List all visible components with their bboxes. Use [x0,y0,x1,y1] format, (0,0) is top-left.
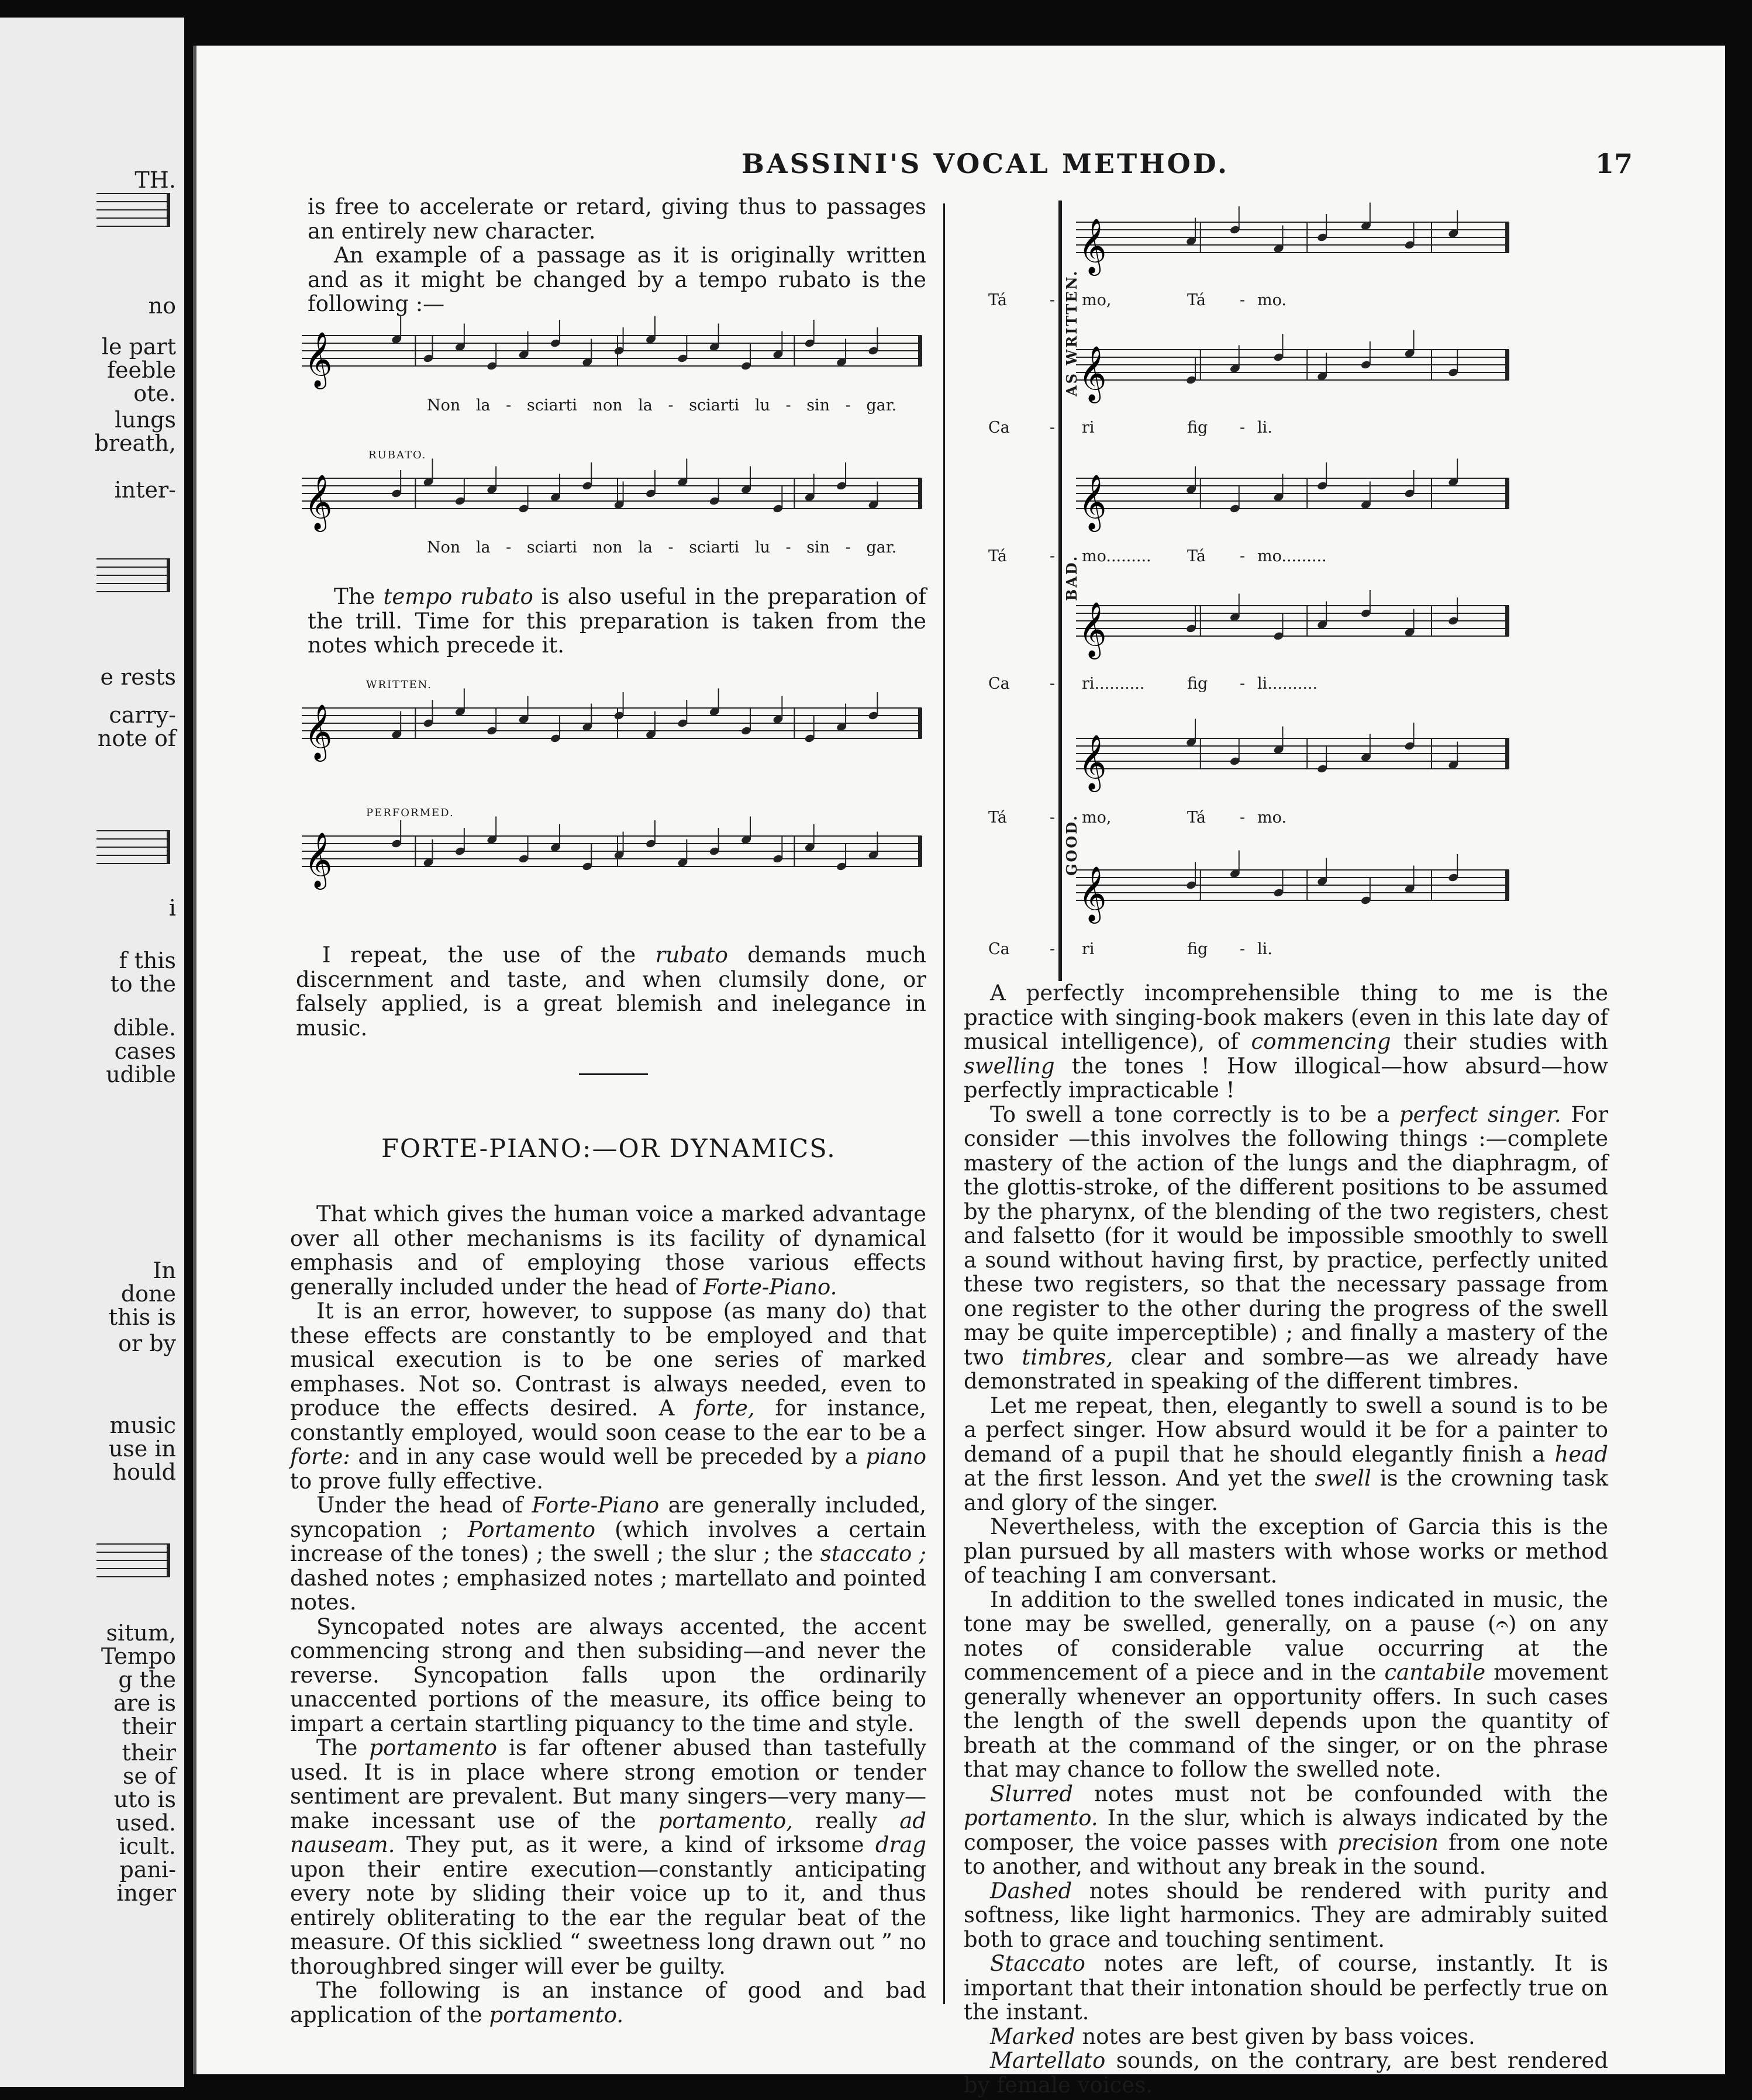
lyric-syllable: - [1050,940,1056,958]
staff-svg [1076,326,1520,414]
lyric-syllable: Tá [1187,547,1206,565]
prev-page-text: se of [122,1763,176,1789]
treble-clef-icon: 𝄞 [304,474,333,530]
prev-page-text: inter- [114,477,176,503]
written-staff [302,685,933,775]
lyric-syllable: Tá [988,547,1008,565]
lyric-syllable: li. [1257,419,1272,437]
prev-page-text: are is [113,1690,176,1716]
prev-page-staff-fragment [96,830,167,871]
staff-svg [302,455,933,545]
paragraph-swell: To swell a tone correctly is to be a perfect singer. For consider —this involves the following things :—complete mastery of the action of the lungs and the diaphragm, of the glottis-stroke, of the different positions to be assumed by the pharynx, of the blending of the two registers, chest and falsetto (for it would be impossible smoothly to swell a sound without having first, by practice, perfectly united these two registers, so that the necessary passage from one register to the other during the progress of the swell may be quite imperceptible) ; and finally a mastery of the two timbres, clear and sombre—as we already have demonstrated in speaking of the different timbres. [964,1101,1609,1394]
repeat-paragraph: I repeat, the use of the rubato demands much discernment and taste, and when clumsily done, or falsely applied, is a great blemish and inelegance in music. [296,942,927,1041]
treble-clef-icon: 𝄞 [1078,866,1107,921]
prev-page-text: lungs [115,407,176,433]
page-spine [193,46,196,2074]
lyric-syllable: ri [1082,419,1095,437]
paragraph-following: The following is an instance of good and bad application of the portamento. [290,1978,926,2028]
lyric-syllable: fig [1187,940,1208,958]
treble-clef-icon: 𝄞 [1078,734,1107,790]
portamento-staff-2 [1076,326,1520,414]
paragraph-dashed: Dashed notes should be rendered with purity and softness, like light harmonics. They are admirably suited both to grace and touching sentiment. [964,1878,1608,1952]
prev-page-text: Tempo [101,1643,176,1669]
lyric-syllable: - [1240,419,1246,437]
label-bad: BAD. [1063,554,1080,601]
label-good: GOOD. [1063,814,1080,876]
fermata-symbol: 𝄐 [1496,1611,1508,1636]
lyric-syllable: fig [1187,419,1208,437]
prev-page-text: TH. [134,167,176,193]
portamento-staff-5 [1076,715,1520,803]
lyric-syllable: - [1050,675,1056,693]
example2-lyrics: Non la - sciarti non la - sciarti lu - sin - gar. [427,538,897,557]
performed-staff [302,813,933,903]
prev-page-text: music [109,1412,176,1438]
portamento-staff-6 [1076,847,1520,934]
example2-staff [302,455,933,545]
paragraph-head: Under the head of Forte-Piano are generally included, syncopation ; Portamento (which involves a certain increase of the tones) ; the swell ; the slur ; the staccato ; dashed notes ; emphasized notes ; martellato and pointed notes. [290,1493,926,1615]
treble-clef-icon: 𝄞 [1078,218,1107,274]
lyric-syllable: - [1050,291,1056,309]
final-barline [918,836,922,866]
lyric-syllable: fig [1187,675,1208,693]
final-barline [918,478,922,509]
prev-page-text: or by [118,1331,176,1356]
intro-text: is free to accelerate or retard, giving thus to passages an entirely new character. [308,194,926,244]
lyric-syllable: mo......... [1082,547,1151,565]
paragraph-staccato: Staccato notes are left, of course, instantly. It is important that their intonation should be perfectly true on the instant. [964,1951,1608,2025]
staff-svg [302,312,933,403]
final-barline [1505,738,1509,769]
lyric-syllable: Tá [1187,809,1206,827]
lyric-syllable: mo. [1257,809,1287,827]
paragraph-portamento: The portamento is far oftener abused than tastefully used. It is in place where strong emotion or tender sentiment are prevalent. But many singers—very many—make incessant use of the portamento, really ad nauseam. They put, as it were, a kind of irksome drag upon their entire execution—constantly anticipating every note by sliding their voice up to it, and thus entirely obliterating to the ear the regular beat of the measure. Of this sicklied “ sweetness long drawn out ” no thoroughbred singer will ever be guilty. [290,1735,927,1979]
treble-clef-icon: 𝄞 [304,704,333,759]
portamento-staff-4 [1076,582,1520,670]
bracket-as-written [1058,201,1062,487]
paragraph-slurred: Slurred notes must not be confounded with the portamento. In the slur, which is always indicated by the composer, the voice passes with precision from one note to another, and without any break in the sound. [964,1781,1608,1879]
trill-paragraph: The tempo rubato is also useful in the preparation of the trill. Time for this preparation is taken from the notes which precede it. [308,584,926,658]
staff-svg [1076,582,1520,670]
prev-page-text: g the [118,1667,176,1693]
bracket-good [1058,718,1062,981]
lyric-syllable: Ca [988,940,1010,958]
prev-page-text: le part [101,334,176,360]
prev-page-staff-fragment [96,558,167,599]
prev-page-text: icult. [119,1833,176,1859]
intro-paragraph [308,195,926,316]
prev-page-text: dible. [113,1015,176,1041]
lyric-syllable: - [1050,547,1056,565]
running-header: BASSINI'S VOCAL METHOD. [742,148,1230,179]
prev-page-text: feeble [106,357,176,383]
paragraph-marked: Marked notes are best given by bass voices. [990,2023,1475,2049]
paragraph-martellato: Martellato sounds, on the contrary, are best rendered by female voices. [964,2048,1608,2098]
final-barline [1505,870,1509,900]
lyric-syllable: mo, [1082,809,1112,827]
label-as-written: AS WRITTEN. [1063,269,1080,396]
prev-page-staff-fragment [96,193,167,234]
prev-page-text: done [120,1281,176,1307]
staff-svg [302,685,933,775]
paragraph-voice: That which gives the human voice a marked advantage over all other mechanisms is its facility of dynamical emphasis and of employing those various effects generally included under the head of Forte-Piano. [290,1201,926,1300]
lyric-syllable: Tá [988,809,1008,827]
prev-page-text: cases [114,1038,176,1064]
prev-page-text: to the [110,971,176,997]
dynamics-text [290,1202,926,2027]
lyric-syllable: Ca [988,675,1010,693]
prev-page-text: breath, [94,430,176,456]
lyric-syllable: Ca [988,419,1010,437]
prev-page-text: f this [119,948,176,973]
final-barline [1505,222,1509,253]
bracket-bad [1058,461,1062,718]
prev-page-text: hould [112,1459,176,1485]
lyric-syllable: - [1050,809,1056,827]
lyric-syllable: ri [1082,940,1095,958]
staff-svg [1076,847,1520,934]
portamento-staff-1 [1076,199,1520,286]
final-barline [1505,350,1509,380]
paragraph-syncopated: Syncopated notes are always accented, the accent commencing strong and then subsiding—and never the reverse. Syncopation falls upon the ordinarily unaccented portions of the measure, its office being to impart a certain startling piquancy to the time and style. [290,1614,926,1736]
prev-page-staff-fragment [96,1543,167,1584]
swell-text [964,981,1608,2097]
lyric-syllable: - [1240,291,1246,309]
written-label: WRITTEN. [366,679,432,691]
performed-label: PERFORMED. [366,807,454,819]
lyric-syllable: ri.......... [1082,675,1145,693]
lyric-syllable: - [1240,940,1246,958]
lyric-syllable: mo, [1082,291,1112,309]
lyric-syllable: mo. [1257,291,1287,309]
lyric-syllable: - [1240,547,1246,565]
prev-page-text: udible [106,1062,176,1087]
prev-page-text: carry- [109,702,176,728]
prev-page-text: ote. [133,381,176,406]
final-barline [918,708,922,738]
rubato-label: RUBATO. [368,449,427,461]
example-intro: An example of a passage as it is originally written and as it might be changed by a tempo rubato is the following :— [308,243,926,316]
prev-page-text: situm, [106,1620,176,1646]
portamento-staff-3 [1076,455,1520,543]
staff-svg [1076,455,1520,543]
prev-page-text: e rests [100,664,176,690]
treble-clef-icon: 𝄞 [304,832,333,887]
paragraph-garcia: Nevertheless, with the exception of Garcia this is the plan pursued by all masters with whose works or method of teaching I am conversant. [964,1514,1608,1588]
treble-clef-icon: 𝄞 [304,331,333,387]
paragraph-addition: In addition to the swelled tones indicated in music, the tone may be swelled, generally, on a pause (𝄐) on any notes of considerable value occurring at the commencement of a piece and in the cantabile movement generally whenever an opportunity offers. In such cases the length of the swell depends upon the quantity of breath at the command of the singer, or on the phrase that may chance to follow the swelled note. [964,1587,1608,1782]
staff-svg [1076,715,1520,803]
lyric-syllable: - [1240,809,1246,827]
final-barline [1505,606,1509,636]
paragraph-repeat: Let me repeat, then, elegantly to swell a sound is to be a perfect singer. How absurd would it be for a painter to demand of a pupil that he should elegantly finish a head at the first lesson. And yet the swell is the crowning task and glory of the singer. [964,1393,1608,1515]
staff-svg [1076,199,1520,286]
lyric-syllable: - [1050,419,1056,437]
previous-page-edge [0,18,184,2087]
lyric-syllable: mo......... [1257,547,1327,565]
paragraph-error: It is an error, however, to suppose (as many do) that these effects are constantly to be employed and that musical execution is to be one series of marked emphases. Not so. Contrast is always needed, even to produce the effects desired. A forte, for instance, constantly employed, would soon cease to the ear to be a forte: and in any case would well be preceded by a piano to prove fully effective. [290,1298,926,1494]
prev-page-text: their [122,1740,176,1766]
final-barline [1505,478,1509,509]
column-rule [943,203,945,2004]
prev-page-text: used. [116,1810,176,1836]
example1-lyrics: Non la - sciarti non la - sciarti lu - sin - gar. [427,396,897,415]
book-page [193,46,1725,2098]
example1-staff [302,312,933,403]
prev-page-text: In [153,1258,176,1283]
page-number: 17 [1595,148,1633,179]
prev-page-text: use in [108,1436,176,1462]
prev-page-text: i [168,895,176,921]
prev-page-text: note of [97,726,176,751]
final-barline [918,336,922,366]
section-divider [579,1073,648,1075]
staff-svg [302,813,933,903]
prev-page-text: their [122,1714,176,1739]
prev-page-text: uto is [113,1787,176,1812]
lyric-syllable: li.......... [1257,675,1318,693]
lyric-syllable: - [1240,675,1246,693]
section-heading: FORTE-PIANO:—OR DYNAMICS. [381,1134,836,1163]
prev-page-text: no [148,293,176,319]
lyric-syllable: Tá [988,291,1008,309]
prev-page-text: this is [108,1304,176,1330]
treble-clef-icon: 𝄞 [1078,346,1107,401]
lyric-syllable: li. [1257,940,1272,958]
treble-clef-icon: 𝄞 [1078,474,1107,530]
paragraph-incomprehensible: A perfectly incomprehensible thing to me is the practice with singing-book makers (even in this late day of musical intelligence), of commencing their studies with swelling the tones ! How illogical—how absurd—how perfectly impracticable ! [964,980,1608,1103]
prev-page-text: inger [116,1880,176,1906]
lyric-syllable: Tá [1187,291,1206,309]
treble-clef-icon: 𝄞 [1078,602,1107,657]
prev-page-text: pani- [119,1857,176,1883]
